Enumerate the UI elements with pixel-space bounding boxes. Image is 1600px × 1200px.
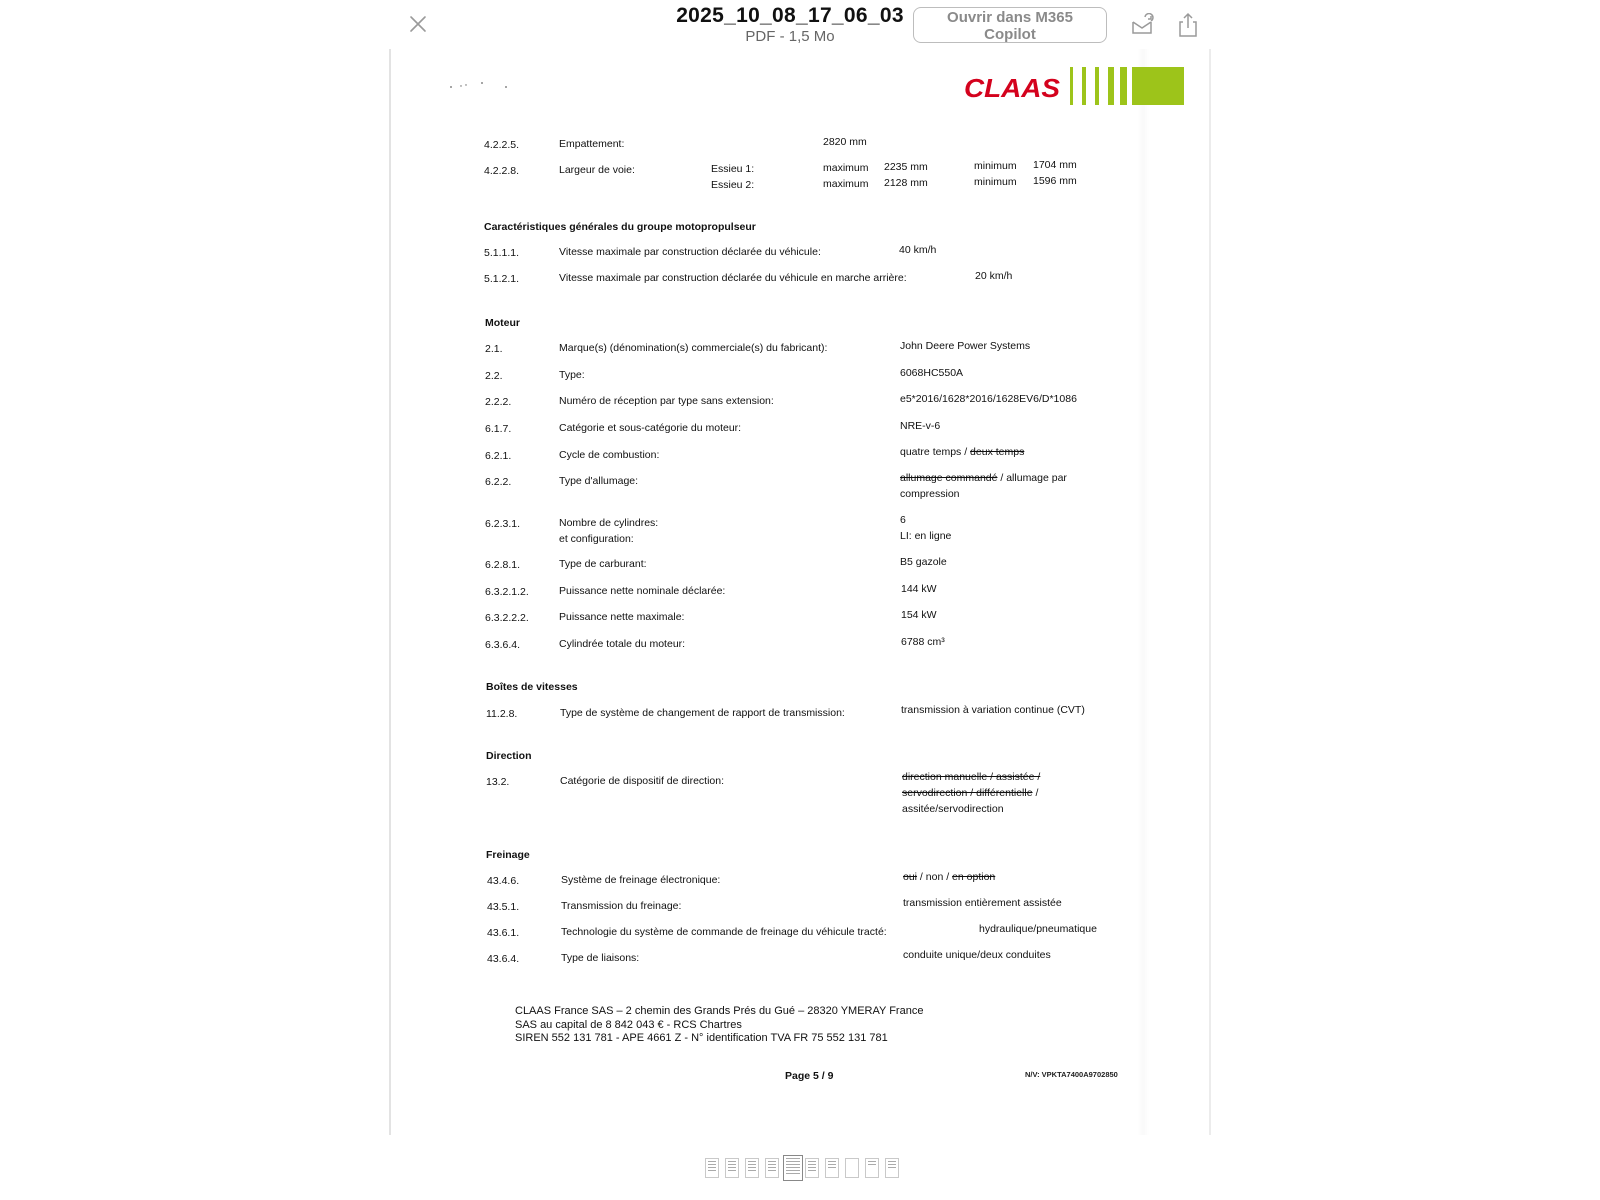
row-value: B5 gazole: [900, 556, 947, 568]
row-label-cont: et configuration:: [559, 533, 634, 545]
row-num: 5.1.1.1.: [484, 247, 520, 259]
row-label: Empattement:: [559, 138, 625, 150]
row-label: Technologie du système de commande de freinage du véhicule tracté:: [561, 926, 887, 938]
min-label: minimum: [974, 176, 1017, 188]
page-thumbnail[interactable]: [805, 1158, 819, 1178]
row-label: Type:: [559, 369, 585, 381]
row-value: 6788 cm³: [901, 636, 945, 648]
axle-1-max: 2235 mm: [884, 161, 928, 173]
row-label: Numéro de réception par type sans extension:: [559, 395, 774, 407]
section-heading: Moteur: [485, 317, 520, 329]
row-num: 6.2.8.1.: [485, 559, 521, 571]
section-heading: Boîtes de vitesses: [486, 681, 578, 693]
viewer-toolbar: [0, 0, 1600, 50]
close-icon: [408, 14, 428, 34]
row-value: e5*2016/1628*2016/1628EV6/D*1086: [900, 393, 1077, 405]
row-value: 40 km/h: [899, 244, 937, 256]
row-num: 4.2.2.5.: [484, 139, 520, 151]
row-value: allumage commandé / allumage par: [900, 472, 1067, 484]
row-label: Type de système de changement de rapport de transmission:: [560, 707, 845, 719]
row-num: 11.2.8.: [486, 708, 518, 720]
row-num: 5.1.2.1.: [484, 273, 520, 285]
row-label: Système de freinage électronique:: [561, 874, 721, 886]
max-label: maximum: [823, 178, 869, 190]
row-value: oui / non / en option: [903, 871, 996, 883]
pdf-page: [389, 49, 1211, 1135]
file-info: PDF - 1,5 Mo: [745, 28, 835, 45]
address-line: CLAAS France SAS – 2 chemin des Grands Prés du Gué – 28320 YMERAY France: [515, 1005, 924, 1017]
axle-2-max: 2128 mm: [884, 177, 928, 189]
row-num: 43.4.6.: [487, 875, 520, 887]
row-value-cont: compression: [900, 488, 960, 500]
row-value-cont: servodirection / différentielle /: [902, 787, 1039, 799]
row-label: Largeur de voie:: [559, 164, 635, 176]
row-value: hydraulique/pneumatique: [979, 923, 1097, 935]
share-icon[interactable]: [1176, 12, 1200, 38]
max-label: maximum: [823, 162, 869, 174]
row-num: 6.2.2.: [485, 476, 512, 488]
row-label: Cycle de combustion:: [559, 449, 660, 461]
row-value: direction manuelle / assistée /: [902, 771, 1041, 783]
row-value-cont: assitée/servodirection: [902, 803, 1004, 815]
section-heading: Caractéristiques générales du groupe motopropulseur: [484, 221, 756, 233]
row-num: 13.2.: [486, 776, 510, 788]
row-label: Type de carburant:: [559, 558, 647, 570]
row-num: 6.2.1.: [485, 450, 512, 462]
axle-1-label: Essieu 1:: [711, 163, 755, 175]
row-value: conduite unique/deux conduites: [903, 949, 1051, 961]
row-value: quatre temps / deux temps: [900, 446, 1025, 458]
row-value: NRE-v-6: [900, 420, 941, 432]
page-thumbnail[interactable]: [745, 1158, 759, 1178]
mail-icon[interactable]: [1131, 13, 1155, 37]
page-thumbnail[interactable]: [765, 1158, 779, 1178]
row-value: 144 kW: [901, 583, 937, 595]
section-heading: Direction: [486, 750, 532, 762]
row-num: 43.6.1.: [487, 927, 520, 939]
file-name: 2025_10_08_17_06_03: [676, 4, 904, 27]
row-label: Catégorie de dispositif de direction:: [560, 775, 725, 787]
row-num: 2.2.: [485, 370, 503, 382]
page-thumbnails: [705, 1155, 905, 1181]
row-label: Catégorie et sous-catégorie du moteur:: [559, 422, 742, 434]
close-button[interactable]: [408, 14, 428, 34]
row-label: Marque(s) (dénomination(s) commerciale(s) du fabricant):: [559, 342, 828, 354]
row-label: Cylindrée totale du moteur:: [559, 638, 686, 650]
row-num: 43.6.4.: [487, 953, 520, 965]
page-thumbnail[interactable]: [885, 1158, 899, 1178]
row-value: 6068HC550A: [900, 367, 964, 379]
row-value: 6: [900, 514, 906, 526]
vin-number: N/V: VPKTA7400A9702850: [1025, 1070, 1118, 1079]
scan-specks: [449, 81, 509, 91]
row-num: 2.1.: [485, 343, 503, 355]
open-in-copilot-button[interactable]: Ouvrir dans M365 Copilot: [913, 7, 1107, 43]
row-label: Nombre de cylindres:: [559, 517, 659, 529]
min-label: minimum: [974, 160, 1017, 172]
row-label: Puissance nette nominale déclarée:: [559, 585, 726, 597]
row-value: 154 kW: [901, 609, 937, 621]
row-value: transmission à variation continue (CVT): [901, 704, 1085, 716]
axle-2-min: 1596 mm: [1033, 175, 1077, 187]
address-line: SAS au capital de 8 842 043 € - RCS Chartres: [515, 1018, 742, 1031]
section-heading: Freinage: [486, 849, 530, 861]
page-thumbnail[interactable]: [705, 1158, 719, 1178]
row-value: 2820 mm: [823, 136, 867, 148]
row-num: 6.1.7.: [485, 423, 512, 435]
row-num: 2.2.2.: [485, 396, 512, 408]
row-num: 6.3.2.1.2.: [485, 586, 529, 598]
page-thumbnail[interactable]: [825, 1158, 839, 1178]
row-num: 6.3.2.2.2.: [485, 612, 529, 624]
row-label: Type de liaisons:: [561, 952, 640, 964]
axle-1-min: 1704 mm: [1033, 159, 1077, 171]
page-thumbnail-current[interactable]: [783, 1155, 803, 1181]
claas-logo-text: CLAAS: [964, 73, 1061, 103]
row-label: Type d'allumage:: [559, 475, 639, 487]
claas-logo: [964, 67, 1184, 105]
row-label: Transmission du freinage:: [561, 900, 682, 912]
row-num: 6.2.3.1.: [485, 518, 521, 530]
page-thumbnail[interactable]: [845, 1158, 859, 1178]
page-number: Page 5 / 9: [785, 1070, 834, 1082]
row-num: 6.3.6.4.: [485, 639, 521, 651]
page-thumbnail[interactable]: [725, 1158, 739, 1178]
row-value: John Deere Power Systems: [900, 340, 1031, 352]
row-value-cont: LI: en ligne: [900, 530, 952, 542]
row-num: 43.5.1.: [487, 901, 520, 913]
row-num: 4.2.2.8.: [484, 165, 520, 177]
row-value: 20 km/h: [975, 270, 1013, 282]
row-label: Vitesse maximale par construction déclarée du véhicule en marche arrière:: [559, 272, 907, 284]
row-value: transmission entièrement assistée: [903, 897, 1062, 909]
address-line: SIREN 552 131 781 - APE 4661 Z - N° identification TVA FR 75 552 131 781: [515, 1032, 888, 1044]
row-label: Vitesse maximale par construction déclarée du véhicule:: [559, 246, 821, 258]
company-address: [515, 1005, 923, 1046]
page-thumbnail[interactable]: [865, 1158, 879, 1178]
row-label: Puissance nette maximale:: [559, 611, 685, 623]
axle-2-label: Essieu 2:: [711, 179, 755, 191]
